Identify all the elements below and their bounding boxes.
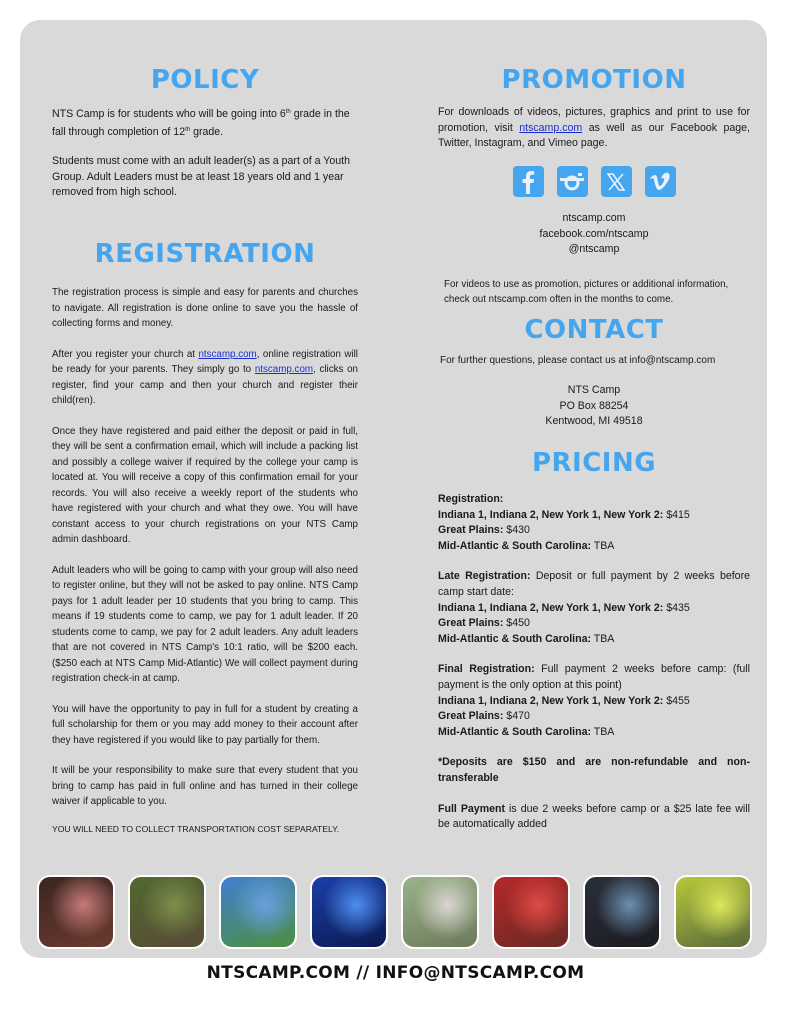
pricing-late-desc: Late Registration: Deposit or full payment by 2 weeks before camp start date:: [438, 570, 750, 598]
facebook-icon[interactable]: [513, 166, 544, 197]
twitter-handle: @ntscamp: [568, 243, 620, 255]
social-handles: [438, 211, 750, 258]
price-row: Great Plains: $430: [438, 524, 530, 537]
photo-hugging: [401, 875, 479, 949]
price-row: Indiana 1, Indiana 2, New York 1, New York 2: $455: [438, 694, 690, 707]
price-row: Mid-Atlantic & South Carolina: TBA: [438, 632, 615, 645]
address-city: Kentwood, MI 49518: [545, 415, 643, 427]
registration-paragraph-1: The registration process is simple and easy for parents and churches to navigate. All registration is done online to save you the hassle of collecting forms and money.: [52, 287, 358, 329]
price-row: Indiana 1, Indiana 2, New York 1, New York 2: $435: [438, 601, 690, 614]
pricing-heading: PRICING: [531, 448, 657, 478]
photo-yellow-team: [674, 875, 752, 949]
pricing-late: [438, 569, 750, 647]
website-handle: ntscamp.com: [562, 212, 626, 224]
mailing-address: [438, 383, 750, 430]
registration-paragraph-4: Adult leaders who will be going to camp with your group will also need to register online, but they will not be asked to pay online. NTS Camp pays for 1 adult leader per 10 students that you bring to camp. This means if 19 students come to camp, we pay for 1 adult leader. If 20 students come to camp, we pay for 2 adult leaders. Any adult leaders that are not covered in NTS Camp's 10:1 ratio, will be $200 each. ($250 each at NTS Camp Mid-Atlantic) We will collect payment during registration check-in at camp.: [52, 564, 358, 684]
registration-heading: REGISTRATION: [94, 239, 316, 269]
social-icons: [438, 166, 750, 197]
promotion-videos-note: For videos to use as promotion, pictures or additional information, check out ntscamp.com often in the months to come.: [444, 279, 729, 305]
price-row: Mid-Atlantic & South Carolina: TBA: [438, 539, 615, 552]
price-row: Great Plains: $470: [438, 710, 530, 723]
registration-paragraph-5: You will have the opportunity to pay in full for a student by creating a full scholarship for them or you may add money to their account after they have registered if you would like to pay partially for them.: [52, 703, 358, 746]
photo-strip: [37, 875, 752, 949]
address-name: NTS Camp: [567, 384, 621, 396]
policy-heading: POLICY: [150, 65, 260, 95]
photo-cheering-crowd: [37, 875, 115, 949]
ntscamp-link[interactable]: ntscamp.com: [254, 364, 314, 375]
photo-red-team: [492, 875, 570, 949]
policy-paragraph-2: Students must come with an adult leader(s) as a part of a Youth Group. Adult Leaders must be at least 18 years old and 1 year removed from high school.: [52, 155, 350, 199]
x-icon[interactable]: [601, 166, 632, 197]
promotion-heading: PROMOTION: [501, 65, 687, 95]
policy-section: [52, 105, 358, 201]
address-po-box: PO Box 88254: [559, 399, 629, 412]
content-panel: [20, 20, 767, 958]
pricing-section: [438, 492, 750, 833]
registration-section: [52, 285, 358, 837]
ntscamp-link[interactable]: ntscamp.com: [198, 348, 257, 360]
deposits-note: *Deposits are $150 and are non-refundable and non-transferable: [438, 756, 750, 784]
pricing-registration: [438, 492, 750, 554]
photo-crowd-night: [583, 875, 661, 949]
footer-contact: NTSCAMP.COM // INFO@NTSCAMP.COM: [206, 963, 585, 983]
contact-line: For further questions, please contact us at info@ntscamp.com: [440, 355, 716, 366]
price-row: Great Plains: $450: [438, 617, 530, 630]
facebook-handle: facebook.com/ntscamp: [539, 227, 649, 240]
price-row: Mid-Atlantic & South Carolina: TBA: [438, 725, 615, 738]
contact-heading: CONTACT: [524, 315, 664, 345]
transportation-note: YOU WILL NEED TO COLLECT TRANSPORTATION COST SEPARATELY.: [52, 823, 340, 834]
price-row: Indiana 1, Indiana 2, New York 1, New York 2: $415: [438, 508, 690, 521]
pricing-final-desc: Final Registration: Full payment 2 weeks before camp: (full payment is the only option at this point): [438, 663, 751, 691]
registration-paragraph-2: After you register your church at ntscamp.com, online registration will be ready for your parents. They simply go to ntscamp.com, clicks on register, find your camp and then your church and register their child(ren).: [52, 348, 358, 406]
pricing-registration-label: Registration:: [438, 493, 504, 505]
registration-paragraph-6: It will be your responsibility to make sure that every student that you bring to camp has paid in full online and has turned in their college waiver if applicable to you.: [52, 765, 358, 807]
policy-paragraph-1: NTS Camp is for students who will be going into 6th grade in the fall through completion of 12th grade.: [52, 108, 350, 138]
photo-blue-team: [219, 875, 297, 949]
photo-concert-lights: [310, 875, 388, 949]
pricing-final: [438, 662, 750, 740]
vimeo-icon[interactable]: [645, 166, 676, 197]
ntscamp-link[interactable]: ntscamp.com: [519, 121, 583, 134]
registration-paragraph-3: Once they have registered and paid either the deposit or paid in full, they will be sent a confirmation email, which will include a packing list and possibly a college waiver if required by the college your camp is located at. You will receive a copy of this confirmation email for your records. You will also receive a weekly report of the students who have registered with your church and what they owe. You will have constant access to your church registrations on your NTS Camp admin dashboard.: [52, 425, 358, 545]
instagram-icon[interactable]: [557, 166, 588, 197]
photo-mud-slide: [128, 875, 206, 949]
full-payment-note: Full Payment is due 2 weeks before camp or a $25 late fee will be automatically added: [438, 802, 750, 831]
promotion-paragraph: For downloads of videos, pictures, graphics and print to use for promotion, visit ntscamp.com as well as our Facebook page, Twitter, Instagram, and Vimeo page.: [438, 106, 750, 150]
